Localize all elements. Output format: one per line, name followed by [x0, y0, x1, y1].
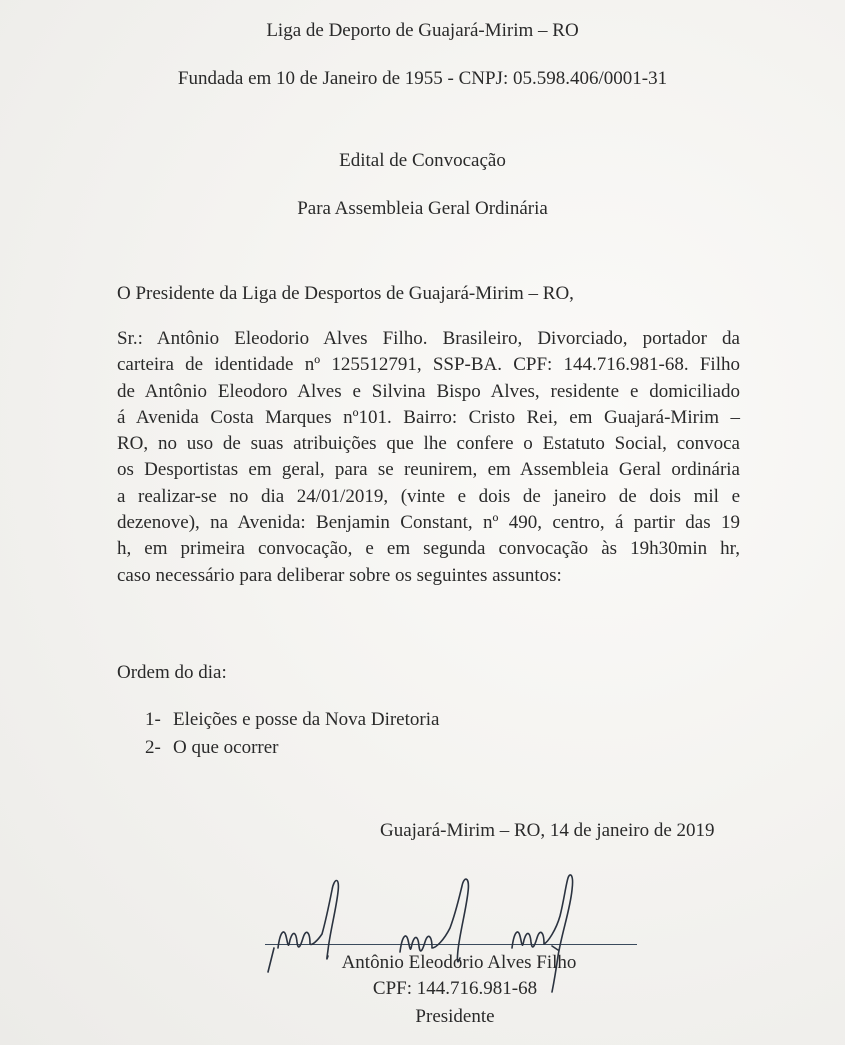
agenda-item	[145, 734, 439, 762]
agenda-item-number: 1-	[145, 709, 161, 730]
organization-name: Liga de Deporto de Guajará-Mirim – RO	[266, 20, 579, 41]
signatory-role: Presidente	[415, 1006, 495, 1027]
agenda-item	[145, 706, 439, 734]
agenda-item-number: 2-	[145, 737, 161, 758]
body-line: a realizar-se no dia 24/01/2019, (vinte e dois de janeiro de dois mil e	[117, 485, 740, 507]
body-line: caso necessário para deliberar sobre os seguintes assuntos:	[117, 564, 562, 586]
body-line: carteira de identidade nº 125512791, SSP-BA. CPF: 144.716.981-68. Filho	[117, 354, 740, 376]
agenda-list	[145, 706, 439, 762]
body-paragraph	[117, 326, 740, 589]
signature-block	[260, 870, 640, 1040]
body-line: Sr.: Antônio Eleodorio Alves Filho. Brasileiro, Divorciado, portador da	[117, 328, 740, 349]
agenda-item-text: O que ocorrer	[173, 737, 279, 758]
document-title: Edital de Convocação	[339, 150, 506, 171]
body-line: RO, no uso de suas atribuições que lhe confere o Estatuto Social, convoca	[117, 433, 740, 455]
place-and-date: Guajará-Mirim – RO, 14 de janeiro de 2019	[380, 820, 715, 841]
body-line: h, em primeira convocação, e em segunda convocação às 19h30min hr,	[117, 538, 740, 560]
document-subtitle: Para Assembleia Geral Ordinária	[297, 198, 548, 219]
body-line: á Avenida Costa Marques nº101. Bairro: Cristo Rei, em Guajará-Mirim –	[117, 406, 740, 428]
agenda-item-text: Eleições e posse da Nova Diretoria	[173, 709, 440, 730]
body-line: dezenove), na Avenida: Benjamin Constant, nº 490, centro, á partir das 19	[117, 512, 740, 534]
founding-info: Fundada em 10 de Janeiro de 1955 - CNPJ: 05.598.406/0001-31	[177, 68, 668, 89]
signatory-cpf: CPF: 144.716.981-68	[372, 978, 538, 999]
intro-line: O Presidente da Liga de Desportos de Guajará-Mirim – RO,	[117, 283, 574, 304]
body-line: de Antônio Eleodoro Alves e Silvina Bispo Alves, residente e domiciliado	[117, 380, 740, 402]
agenda-label: Ordem do dia:	[117, 662, 227, 683]
body-line: os Desportistas em geral, para se reunirem, em Assembleia Geral ordinária	[117, 459, 740, 481]
signatory-name: Antônio Eleodorio Alves Filho	[341, 952, 577, 973]
